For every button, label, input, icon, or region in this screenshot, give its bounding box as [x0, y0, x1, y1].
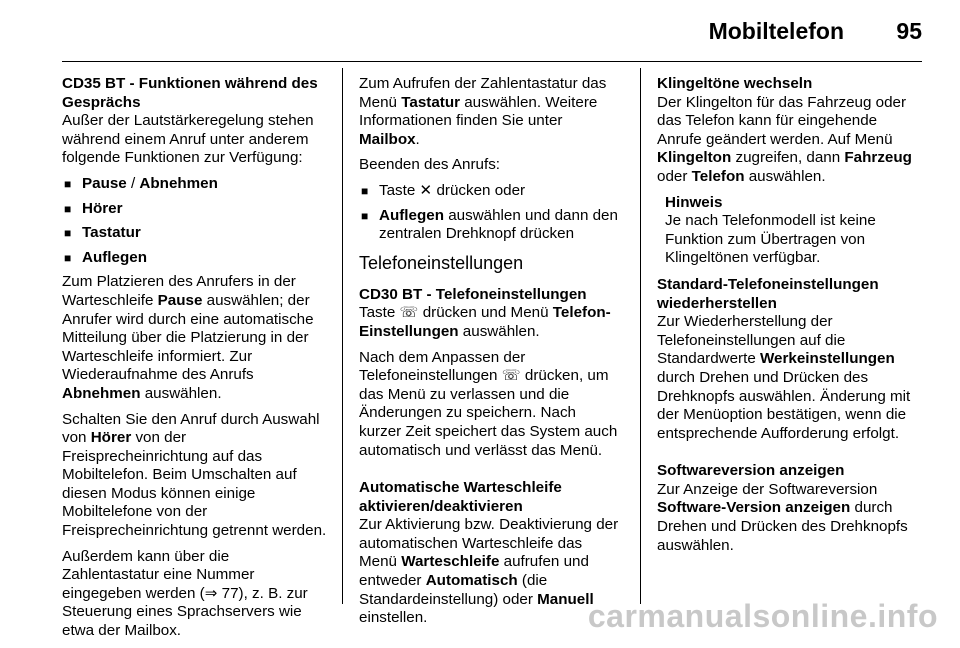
column-1	[62, 75, 328, 648]
list-item	[62, 200, 328, 219]
paragraph: Nach dem Anpassen der Telefoneinstellungen ☏ drücken, um das Menü zu verlassen und die Änderungen zu speichern. Nach kurzer Zeit speichert das System auch automatisch und verlässt das Menü.	[359, 348, 618, 459]
text: Zur Wiederherstellung der Telefoneinstellungen auf die Standardwerte	[657, 313, 846, 368]
menu-term: Mailbox	[359, 130, 416, 148]
menu-term: Abnehmen	[62, 384, 141, 402]
text: auswählen.	[744, 167, 826, 185]
menu-term: Pause	[157, 291, 203, 309]
text: Der Klingelton für das Fahrzeug oder das Telefon kann für eingehende Anrufe geändert werden. Auf Menü	[657, 93, 907, 148]
list-item	[359, 182, 621, 201]
text: Zur Aktivierung bzw. Deaktivierung der automatischen Warteschleife das Menü	[359, 516, 619, 571]
header-rule	[62, 61, 922, 62]
bullet-icon: ■	[64, 176, 72, 191]
watermark: carmanualsonline.info	[587, 598, 938, 634]
menu-term: Auflegen	[82, 248, 147, 266]
menu-term: Telefon	[691, 167, 745, 185]
text: Zur Anzeige der Softwareversion	[657, 480, 878, 498]
text: .	[415, 130, 420, 148]
bullet-icon: ■	[64, 250, 72, 265]
column-3	[657, 75, 923, 562]
text: Zum Platzieren des Anrufers in der Warteschleife	[62, 273, 296, 309]
note-title: Hinweis	[665, 193, 723, 211]
menu-term: Abnehmen	[139, 174, 218, 192]
section-heading: CD35 BT - Funktionen während des Gesprächs	[62, 75, 318, 111]
paragraph: Außer der Lautstärkeregelung stehen während einem Anruf unter anderem folgende Funktionen zur Verfügung:	[62, 112, 314, 167]
text: von der Freisprecheinrichtung auf das Mobiltelefon. Beim Umschalten auf diesen Modus können einige Mobiltelefone von der Freisprecheinrichtung getrennt werden.	[62, 429, 327, 540]
paragraph	[657, 481, 923, 555]
section-heading: Klingeltöne wechseln	[657, 75, 813, 92]
section-title: Telefoneinstellungen	[359, 252, 524, 273]
text: durch Drehen und Drücken des Drehknopfs auswählen.	[657, 499, 908, 554]
section-heading: Automatische Warteschleife aktivieren/deaktivieren	[359, 479, 562, 515]
list-item	[62, 175, 328, 194]
text: Taste ✕ drücken oder	[379, 181, 526, 199]
menu-term: Manuell	[537, 590, 594, 608]
bullet-icon: ■	[64, 226, 72, 241]
paragraph	[359, 75, 621, 149]
text: auswählen und dann den zentralen Drehknopf drücken	[379, 206, 618, 243]
text: auswählen. Weitere Informationen finden Sie unter	[359, 93, 598, 130]
paragraph: Beenden des Anrufs:	[359, 156, 501, 174]
section-heading: CD30 BT - Telefoneinstellungen	[359, 285, 587, 303]
paragraph	[359, 516, 621, 628]
paragraph	[657, 313, 923, 443]
page-number: 95	[896, 18, 922, 44]
menu-term: Hörer	[82, 199, 123, 217]
text: auswählen; der Anrufer wird durch eine automatische Mitteilung über die Platzierung in der Warteschleife informiert. Zur Wiederaufnahme des Anrufs	[62, 291, 314, 384]
menu-term: Klingelton	[657, 149, 732, 167]
text: (die Standardeinstellung) oder	[359, 572, 548, 608]
page-title: Mobiltelefon	[708, 18, 844, 44]
bullet-icon: ■	[361, 208, 369, 223]
section-heading: Standard-Telefoneinstellungen wiederherstellen	[657, 275, 879, 312]
menu-term: Tastatur	[82, 224, 141, 242]
column-2	[359, 75, 621, 635]
menu-term: Software-Version anzeigen	[657, 499, 851, 517]
list-item	[359, 207, 621, 244]
list-item	[62, 249, 328, 268]
menu-term: Warteschleife	[401, 553, 500, 571]
menu-term: Werkeinstellungen	[760, 350, 895, 368]
column-divider	[640, 68, 641, 604]
section-heading: Softwareversion anzeigen	[657, 462, 845, 480]
paragraph	[657, 94, 923, 187]
text: Schalten Sie den Anruf durch Auswahl von	[62, 410, 320, 447]
bullet-icon: ■	[361, 183, 369, 198]
menu-term: Telefon-Einstellungen	[359, 304, 611, 340]
separator: /	[126, 174, 140, 192]
text: durch Drehen und Drücken des Drehknopfs auswählen. Änderung mit der Menüoption bestätigen, wenn die entsprechende Aufforderung erfolgt.	[657, 368, 911, 442]
paragraph	[359, 304, 621, 341]
text: auswählen.	[140, 384, 222, 402]
paragraph	[62, 411, 328, 541]
text: Taste ☏ drücken und Menü	[359, 304, 553, 322]
bullet-icon: ■	[64, 201, 72, 216]
note-box	[665, 194, 923, 268]
spacer	[359, 467, 621, 479]
menu-term: Pause	[82, 174, 127, 192]
spacer	[657, 450, 923, 462]
paragraph: Außerdem kann über die Zahlentastatur eine Nummer eingegeben werden (⇒ 77), z. B. zur Steuerung eines Sprachservers wie etwa der Mailbox.	[62, 547, 308, 640]
text: oder	[657, 167, 692, 185]
menu-term: Fahrzeug	[844, 149, 912, 167]
menu-term: Automatisch	[425, 572, 518, 590]
text: zugreifen, dann	[731, 149, 845, 167]
column-divider	[342, 68, 343, 604]
list-item	[62, 224, 328, 243]
text: einstellen.	[359, 609, 428, 627]
text: auswählen.	[458, 322, 540, 340]
text: Zum Aufrufen der Zahlentastatur das Menü	[359, 75, 607, 111]
menu-term: Tastatur	[401, 93, 461, 111]
menu-term: Auflegen	[379, 206, 444, 224]
menu-term: Hörer	[90, 429, 132, 447]
page-header	[0, 0, 960, 64]
paragraph	[62, 273, 328, 403]
text: aufrufen und entweder	[359, 553, 589, 590]
note-text: Je nach Telefonmodell ist keine Funktion zum Übertragen von Klingeltönen verfügbar.	[665, 212, 876, 267]
